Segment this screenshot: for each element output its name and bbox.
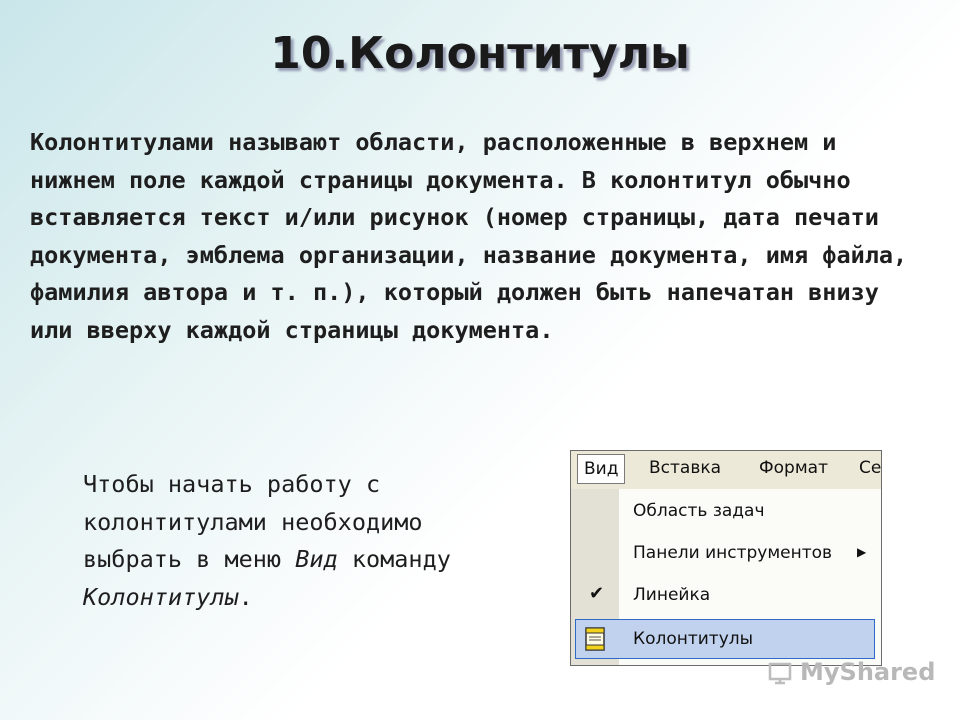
note-command: Колонтитулы xyxy=(83,582,239,611)
menu-item-ruler[interactable]: Линейка xyxy=(633,585,711,605)
definition-paragraph: Колонтитулами называют области, расположенные в верхнем и нижнем поле каждой страницы документа. В колонтитул обычно вставляется текст и/или рисунок (номер страницы, дата печати документа, эмблема организации, название документа, имя файла, фамилия автора и т. п.), который должен быть напечатан внизу или вверху каждой страницы документа. xyxy=(30,128,908,344)
submenu-arrow-icon: ▶ xyxy=(857,545,867,559)
menu-view[interactable]: Вид xyxy=(577,454,625,484)
menu-service[interactable]: Се xyxy=(859,458,882,478)
menu-item-headers-footers[interactable]: Колонтитулы xyxy=(633,629,754,649)
view-dropdown xyxy=(571,489,881,665)
myshared-logo-icon xyxy=(768,660,794,686)
note-prefix: Чтобы начать работу с колонтитулами необходимо выбрать в меню xyxy=(83,470,423,573)
menu-format[interactable]: Формат xyxy=(759,458,828,478)
watermark: MyShared xyxy=(800,658,936,686)
checkmark-icon: ✔ xyxy=(589,583,605,604)
menu-item-task-pane[interactable]: Область задач xyxy=(633,501,765,521)
note-suffix: . xyxy=(238,582,253,611)
menu-item-toolbars[interactable]: Панели инструментов xyxy=(633,543,833,563)
instruction-note xyxy=(83,466,463,616)
note-menu-name: Вид xyxy=(295,545,338,573)
slide-title: 10.Колонтитулы xyxy=(270,28,690,79)
note-middle: команду xyxy=(337,545,451,573)
menu-screenshot xyxy=(570,450,882,666)
menu-bar xyxy=(571,451,881,490)
header-footer-icon xyxy=(585,627,605,651)
menu-insert[interactable]: Вставка xyxy=(649,458,722,478)
